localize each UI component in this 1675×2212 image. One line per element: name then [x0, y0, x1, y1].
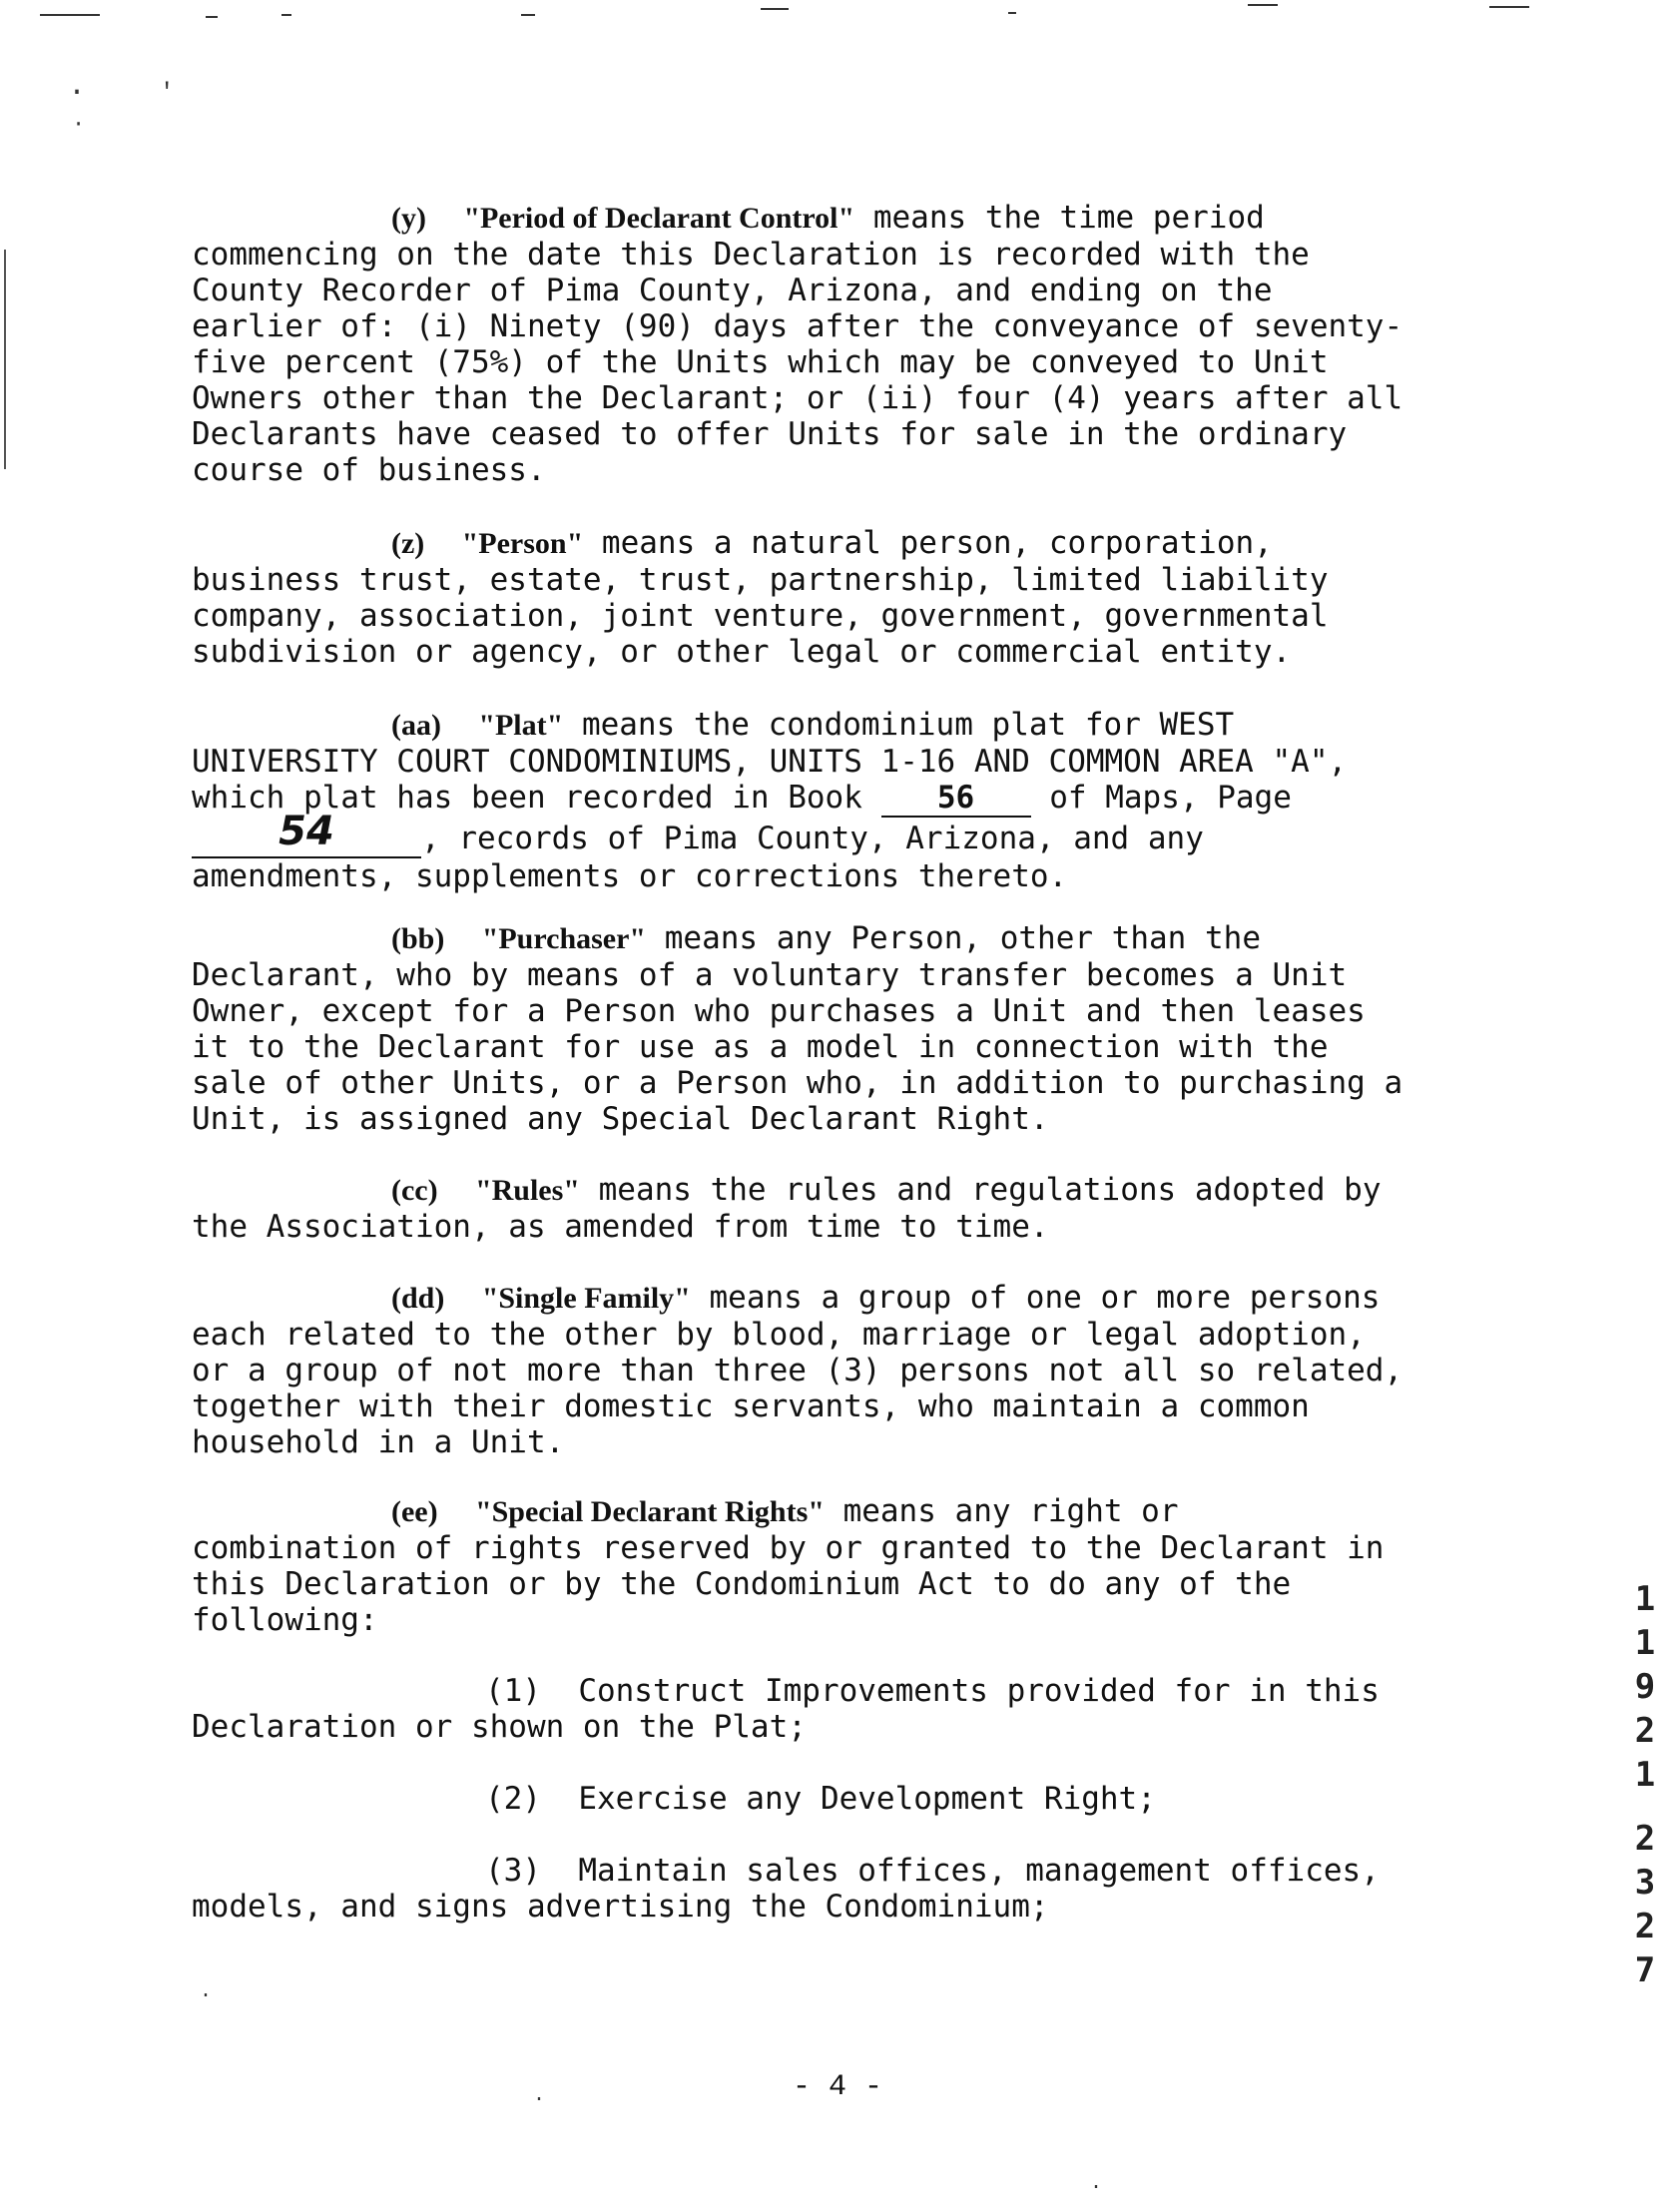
scan-artifact-line: [281, 14, 291, 16]
definition-text: County Recorder of Pima County, Arizona, and ending on the: [192, 273, 1273, 308]
definition-text: together with their domestic servants, who maintain a common: [192, 1388, 1310, 1424]
defined-term: "Rules": [474, 1174, 580, 1207]
definition-text: earlier of: (i) Ninety (90) days after the conveyance of seventy-: [192, 308, 1403, 344]
stamp-digit: 7: [1634, 1950, 1656, 1990]
defined-term: "Single Family": [481, 1282, 691, 1315]
scan-artifact-line: [1008, 12, 1016, 14]
definition-text: or a group of not more than three (3) persons not all so related,: [192, 1353, 1403, 1388]
definition-text: means a group of one or more persons: [690, 1280, 1381, 1316]
definition-text: it to the Declarant for use as a model in connection with the: [192, 1029, 1329, 1065]
definition-text: means a natural person, corporation,: [583, 525, 1273, 561]
definition-text: means the condominium plat for WEST: [563, 707, 1235, 743]
scan-artifact-mark: ·: [68, 76, 87, 110]
scan-artifact-line: [761, 8, 789, 10]
stamp-digit: 2: [1634, 1819, 1656, 1859]
defined-term: "Special Declarant Rights": [474, 1495, 825, 1528]
definition-text: means any right or: [824, 1493, 1179, 1529]
page-number: - 4 -: [792, 2070, 882, 2104]
scan-artifact-mark: ·: [533, 2088, 546, 2111]
defined-term: "Period of Declarant Control": [463, 202, 855, 235]
definition-text: means the rules and regulations adopted by: [579, 1172, 1382, 1208]
scan-artifact-mark: ·: [200, 1984, 213, 2007]
recording-number-stamp: [1625, 1577, 1665, 1992]
definition-text: Declarant, who by means of a voluntary transfer becomes a Unit: [192, 957, 1348, 993]
definition-label: (z): [391, 527, 425, 560]
definition-text: means any Person, other than the: [646, 920, 1261, 956]
definition-text: subdivision or agency, or other legal or commercial entity.: [192, 634, 1292, 670]
scan-artifact-mark: ·: [1090, 2176, 1103, 2199]
definition-y: [192, 200, 1489, 488]
scan-artifact-line: [1248, 4, 1278, 6]
definition-cc: [192, 1172, 1489, 1245]
subitem-1: [192, 1673, 1489, 1745]
definition-label: (y): [391, 202, 426, 235]
page-number-blank: [192, 809, 421, 858]
definition-aa: [192, 707, 1489, 894]
definition-z: [192, 525, 1489, 670]
stamp-digit: 2: [1634, 1907, 1656, 1946]
definition-bb: [192, 920, 1489, 1137]
subitem-text: (3) Maintain sales offices, management offices,: [485, 1853, 1380, 1889]
definition-text: Unit, is assigned any Special Declarant Right.: [192, 1101, 1049, 1137]
book-number-blank: 56: [881, 780, 1031, 818]
scan-artifact-line: [206, 16, 218, 18]
scan-margin-line: [4, 250, 6, 469]
subitem-text: Declaration or shown on the Plat;: [192, 1709, 807, 1745]
definition-text: Owners other than the Declarant; or (ii) four (4) years after all: [192, 380, 1403, 416]
definition-text: household in a Unit.: [192, 1424, 565, 1460]
stamp-digit: 2: [1634, 1711, 1656, 1751]
subitem-text: (2) Exercise any Development Right;: [485, 1781, 1156, 1817]
definition-dd: [192, 1280, 1489, 1460]
definition-text: which plat has been recorded in Book: [192, 780, 881, 816]
defined-term: "Plat": [478, 709, 564, 742]
definition-text: Declarants have ceased to offer Units for sale in the ordinary: [192, 416, 1348, 452]
definition-text: course of business.: [192, 452, 546, 488]
definition-text: means the time period: [854, 200, 1265, 236]
defined-term: "Purchaser": [481, 922, 647, 955]
definition-text: amendments, supplements or corrections thereto.: [192, 858, 1068, 894]
handwritten-page-number: 54: [279, 809, 334, 854]
scan-artifact-mark: ': [160, 80, 175, 107]
definition-text: following:: [192, 1602, 378, 1638]
subitem-text: models, and signs advertising the Condominium;: [192, 1889, 1049, 1925]
definition-text: of Maps, Page: [1030, 780, 1292, 816]
definition-text: the Association, as amended from time to time.: [192, 1209, 1049, 1245]
definition-text: this Declaration or by the Condominium Act to do any of the: [192, 1566, 1292, 1602]
definition-label: (cc): [391, 1174, 438, 1207]
definition-label: (ee): [391, 1495, 438, 1528]
subitem-text: (1) Construct Improvements provided for in this: [485, 1673, 1380, 1709]
definition-text: combination of rights reserved by or granted to the Declarant in: [192, 1530, 1385, 1566]
stamp-digit: 1: [1634, 1623, 1656, 1663]
stamp-digit: 1: [1634, 1579, 1656, 1619]
definition-text: , records of Pima County, Arizona, and any: [421, 821, 1204, 856]
stamp-digit: 9: [1634, 1667, 1656, 1707]
definition-text: commencing on the date this Declaration is recorded with the: [192, 237, 1310, 273]
stamp-digit: 3: [1634, 1863, 1656, 1903]
definition-text: each related to the other by blood, marriage or legal adoption,: [192, 1317, 1366, 1353]
definition-label: (dd): [391, 1282, 445, 1315]
scan-artifact-line: [1489, 6, 1529, 8]
definition-text: sale of other Units, or a Person who, in addition to purchasing a: [192, 1065, 1403, 1101]
defined-term: "Person": [461, 527, 584, 560]
definition-text: five percent (75%) of the Units which may be conveyed to Unit: [192, 344, 1329, 380]
definition-label: (bb): [391, 922, 445, 955]
definition-text: business trust, estate, trust, partnership, limited liability: [192, 562, 1329, 598]
stamp-digit: 1: [1634, 1755, 1656, 1795]
definition-text: Owner, except for a Person who purchases a Unit and then leases: [192, 993, 1366, 1029]
scan-artifact-line: [40, 14, 100, 16]
definition-text: company, association, joint venture, government, governmental: [192, 598, 1329, 634]
subitem-2: [192, 1781, 1489, 1817]
scan-artifact-mark: ·: [72, 112, 86, 137]
definition-text: UNIVERSITY COURT CONDOMINIUMS, UNITS 1-16 AND COMMON AREA "A",: [192, 744, 1348, 780]
subitem-3: [192, 1853, 1489, 1925]
scan-artifact-line: [521, 14, 535, 16]
definition-ee: [192, 1493, 1489, 1638]
definition-label: (aa): [391, 709, 441, 742]
